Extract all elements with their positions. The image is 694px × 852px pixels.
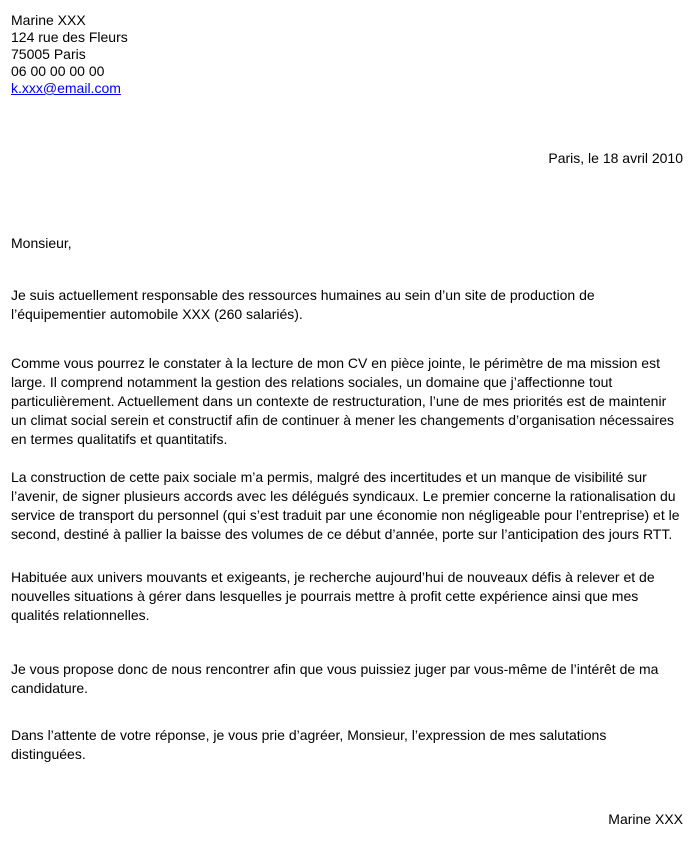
sender-email-link[interactable]: k.xxx@email.com [11, 80, 121, 96]
sender-block [11, 12, 683, 97]
body-paragraph-3: La construction de cette paix sociale m’a permis, malgré des incertitudes et un manque de visibilité sur l’avenir, de signer plusieurs accords avec les délégués syndicaux. Le premier concerne la rationalisation du service de transport du personnel (qui s’est traduit par une économie non négligeable pour l’entreprise) et le second, destiné à pallier la baisse des volumes de ce début d’année, porte sur l’anticipation des jours RTT. [11, 469, 680, 542]
signature: Marine XXX [608, 811, 683, 827]
body-paragraph-6: Dans l’attente de votre réponse, je vous prie d’agréer, Monsieur, l’expression de mes salutations distinguées. [11, 727, 607, 762]
sender-address-city: 75005 Paris [11, 46, 86, 62]
sender-name: Marine XXX [11, 12, 86, 28]
sender-address-street: 124 rue des Fleurs [11, 29, 128, 45]
date-line: Paris, le 18 avril 2010 [548, 150, 683, 166]
salutation: Monsieur, [11, 235, 72, 251]
body-paragraph-5: Je vous propose donc de nous rencontrer afin que vous puissiez juger par vous-même de l’intérêt de ma candidature. [11, 661, 659, 696]
body-paragraph-4: Habituée aux univers mouvants et exigeants, je recherche aujourd’hui de nouveaux défis à relever et de nouvelles situations à gérer dans lesquelles je pourrais mettre à profit cette expérience ainsi que mes qualités relationnelles. [11, 569, 655, 623]
body-paragraph-2: Comme vous pourrez le constater à la lecture de mon CV en pièce jointe, le périmètre de ma mission est large. Il comprend notamment la gestion des relations sociales, un domaine que j’affectionne tout particulièrement. Actuellement dans un contexte de restructuration, l’une de mes priorités est de maintenir un climat social serein et constructif afin de continuer à mener les changements d’organisation nécessaires en termes qualitatifs et quantitatifs. [11, 355, 675, 447]
body-paragraph-1: Je suis actuellement responsable des ressources humaines au sein d’un site de production de l’équipementier automobile XXX (260 salariés). [11, 287, 595, 322]
sender-phone: 06 00 00 00 00 [11, 63, 105, 79]
